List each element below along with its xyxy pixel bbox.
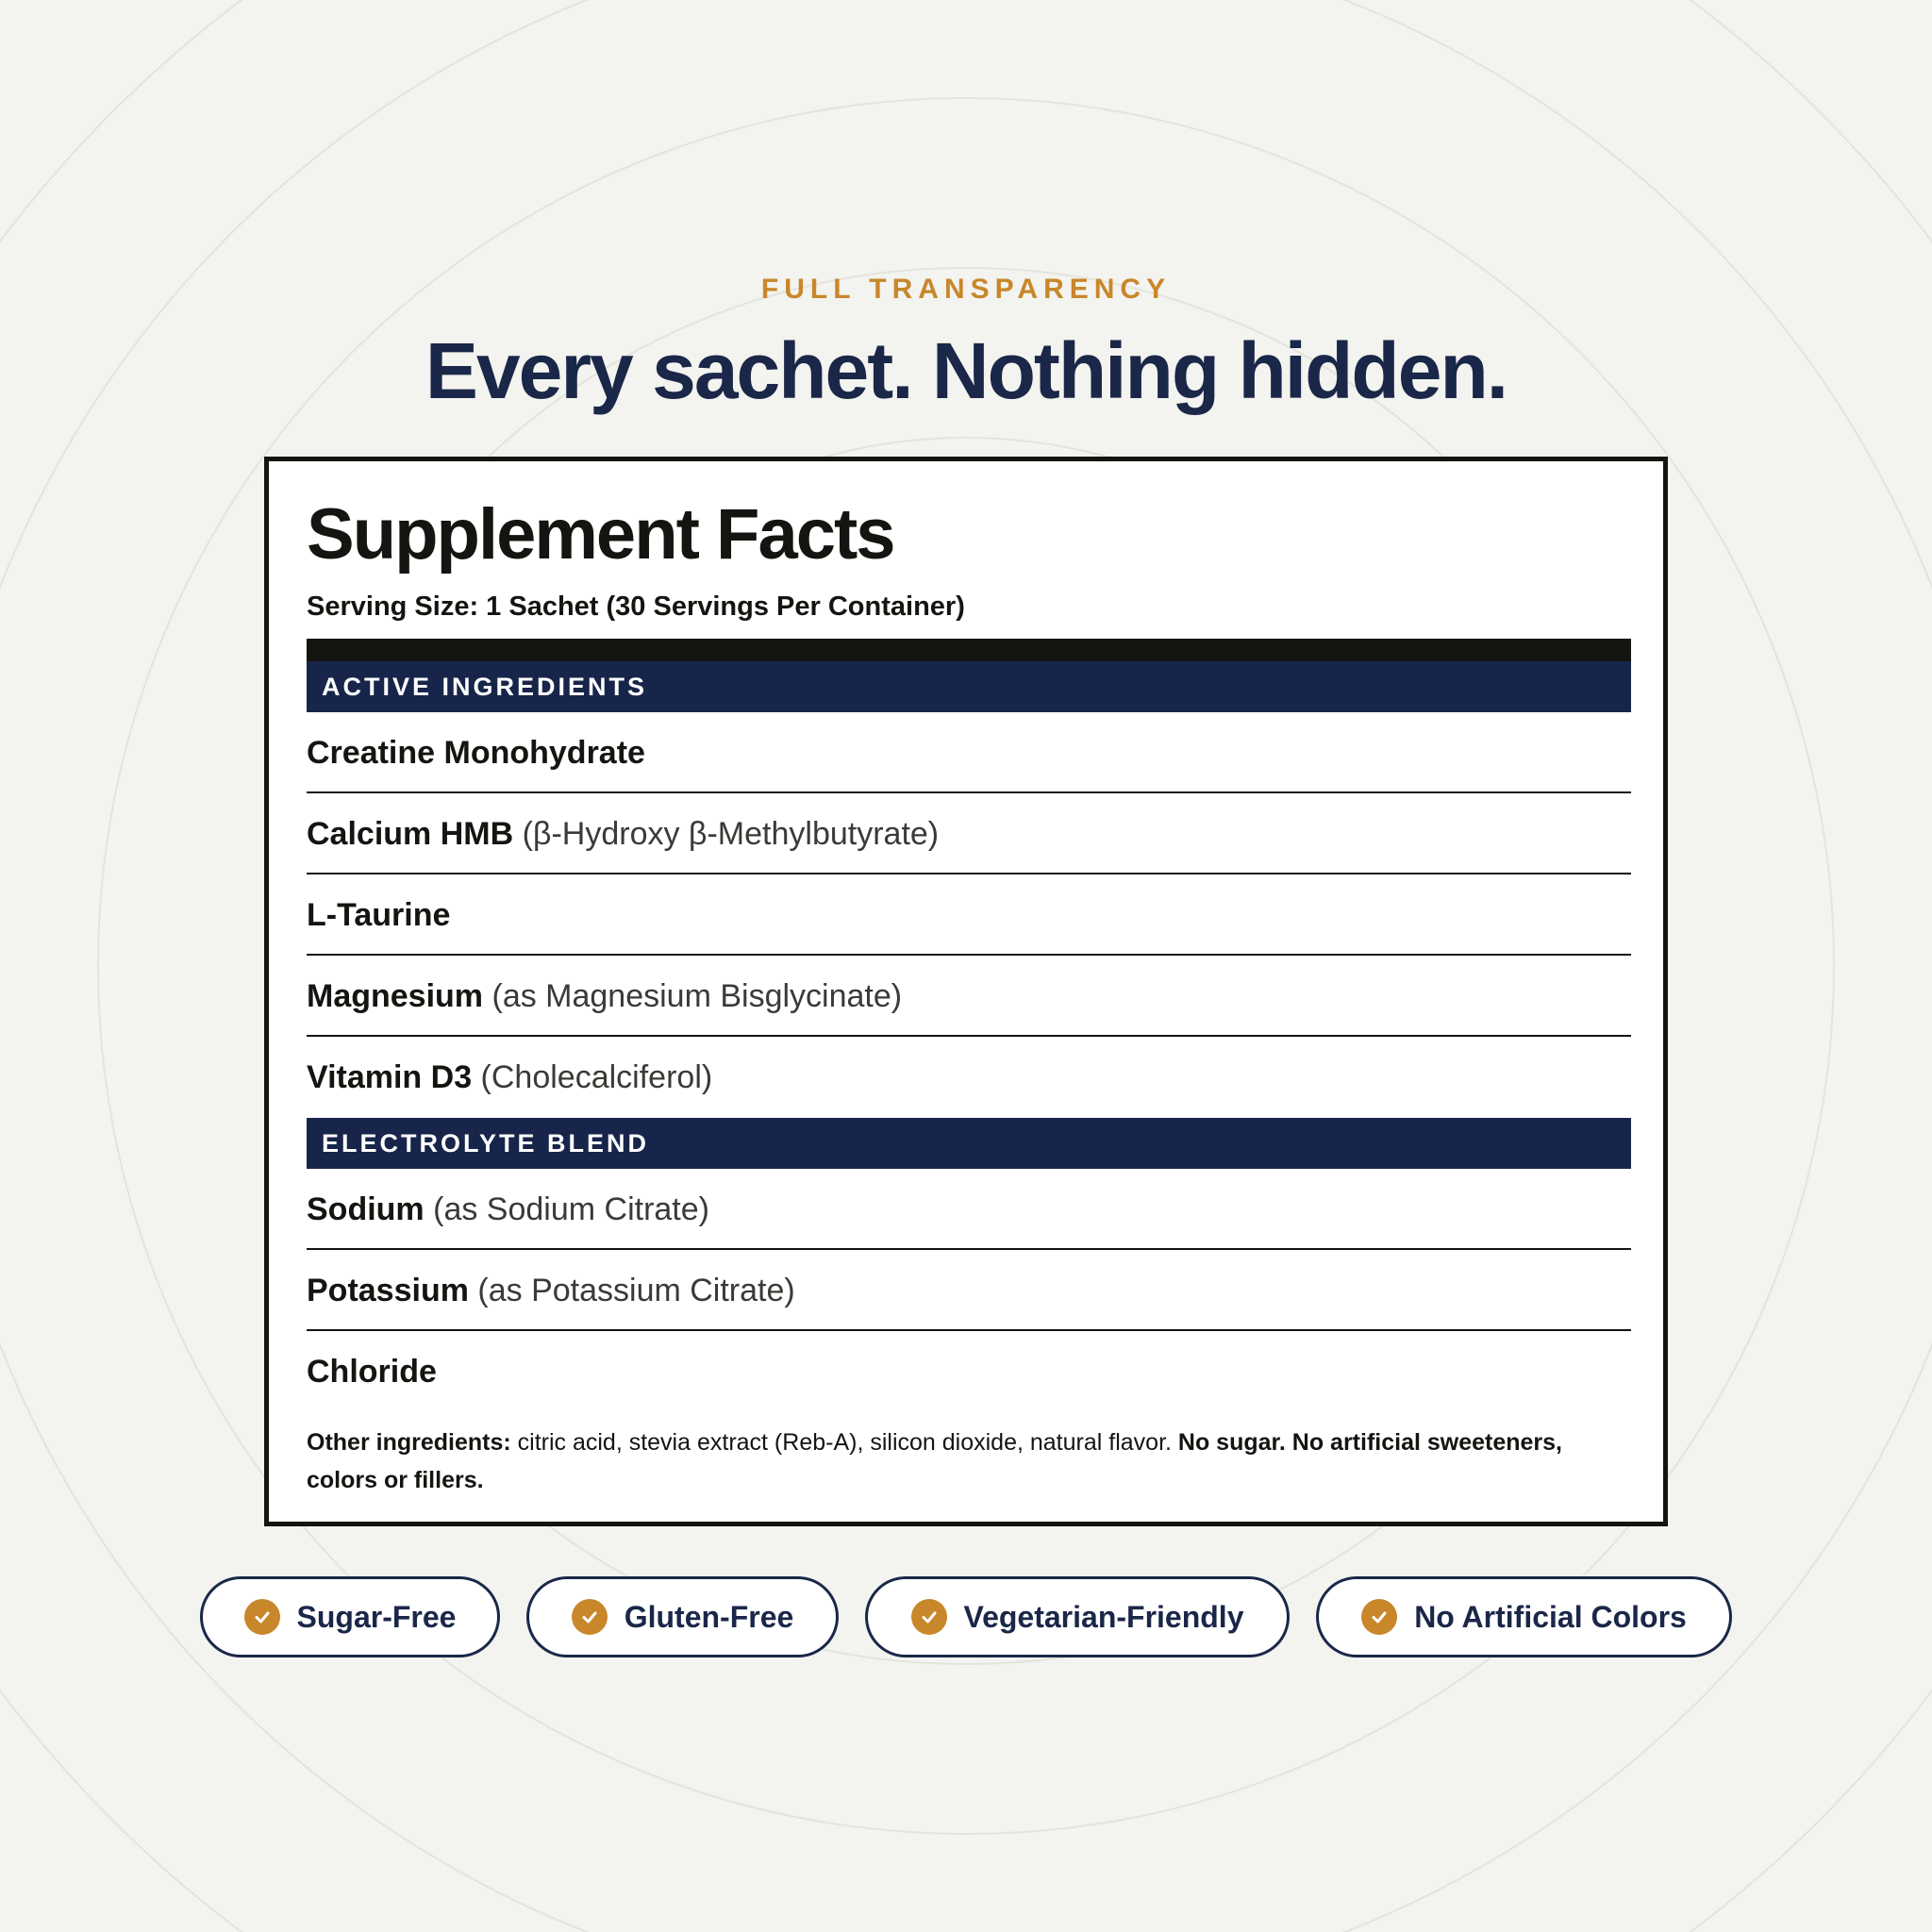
ingredient-name: Sodium — [307, 1191, 425, 1227]
ingredient-name: Chloride — [307, 1354, 437, 1390]
ingredient-name: Creatine Monohydrate — [307, 735, 645, 771]
ingredient-detail: (as Sodium Citrate) — [424, 1191, 709, 1227]
ingredient-row — [307, 1250, 1631, 1331]
ingredient-row — [307, 793, 1631, 874]
ingredient-row — [307, 712, 1631, 793]
facts-title: Supplement Facts — [307, 494, 894, 575]
other-ingredients-label: Other ingredients: — [307, 1429, 511, 1456]
eyebrow-label: FULL TRANSPARENCY — [760, 274, 1172, 305]
ingredient-name: Potassium — [307, 1273, 469, 1308]
supplement-facts-panel — [264, 457, 1668, 1526]
ingredient-row — [307, 874, 1631, 956]
page-headline: Every sachet. Nothing hidden. — [425, 326, 1507, 415]
serving-size: Serving Size: 1 Sachet (30 Servings Per Container) — [307, 591, 965, 622]
ingredient-detail: (as Potassium Citrate) — [468, 1273, 795, 1308]
ingredient-detail: (as Magnesium Bisglycinate) — [483, 978, 903, 1014]
badge-label: Vegetarian-Friendly — [963, 1599, 1244, 1634]
section-header-active: ACTIVE INGREDIENTS — [307, 661, 1631, 712]
thick-divider — [307, 639, 1631, 661]
ingredient-name: L-Taurine — [307, 897, 451, 933]
check-circle-icon — [1361, 1599, 1397, 1635]
other-ingredients-emphasis: No sugar. No artificial sweeteners, colors or fillers. — [307, 1429, 1562, 1493]
badge-no-artificial-colors — [1316, 1576, 1732, 1657]
ingredient-name: Calcium HMB — [307, 816, 514, 852]
badge-label: Sugar-Free — [296, 1599, 457, 1634]
ingredient-name: Vitamin D3 — [307, 1059, 473, 1095]
section-header-electrolyte: ELECTROLYTE BLEND — [307, 1118, 1631, 1169]
check-circle-icon — [911, 1599, 947, 1635]
ingredient-row — [307, 1169, 1631, 1250]
badge-sugar-free — [200, 1576, 500, 1657]
check-circle-icon — [572, 1599, 608, 1635]
badge-vegetarian-friendly — [865, 1576, 1290, 1657]
other-ingredients — [307, 1424, 1631, 1499]
check-circle-icon — [244, 1599, 280, 1635]
ingredient-detail: (β-Hydroxy β-Methylbutyrate) — [513, 816, 940, 852]
badge-gluten-free — [526, 1576, 839, 1657]
other-ingredients-text: citric acid, stevia extract (Reb-A), silicon dioxide, natural flavor. — [510, 1429, 1178, 1456]
ingredient-row — [307, 1331, 1631, 1412]
ingredient-detail: (Cholecalciferol) — [472, 1059, 713, 1095]
ingredient-row — [307, 956, 1631, 1037]
ingredient-name: Magnesium — [307, 978, 484, 1014]
badge-label: No Artificial Colors — [1414, 1599, 1687, 1634]
badge-label: Gluten-Free — [624, 1599, 794, 1634]
ingredient-row — [307, 1037, 1631, 1118]
